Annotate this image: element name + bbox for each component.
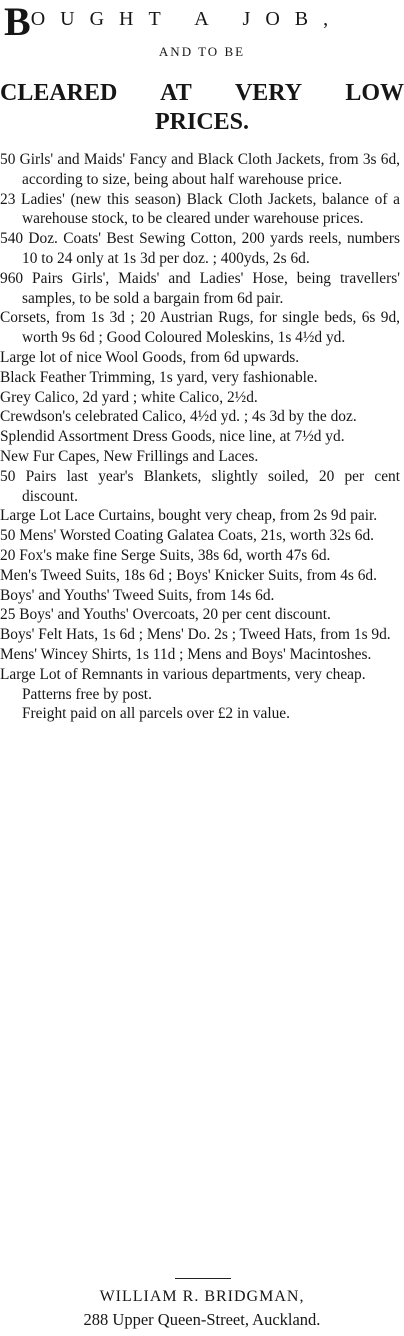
headline bbox=[4, 0, 396, 44]
prices-line: PRICES. bbox=[154, 109, 250, 135]
list-item: 23 Ladies' (new this season) Black Cloth Jackets, balance of a warehouse stock, to be cleared under warehouse prices. bbox=[0, 190, 400, 228]
signature-name: WILLIAM R. BRIDGMAN, bbox=[99, 1288, 305, 1305]
cleared-line: CLEARED AT VERY LOW bbox=[0, 80, 404, 106]
list-item: Crewdson's celebrated Calico, 4½d yd. ; 4s 3d by the doz. bbox=[0, 408, 357, 426]
list-item: Corsets, from 1s 3d ; 20 Austrian Rugs, for single beds, 6s 9d, worth 9s 6d ; Good Coloured Moleskins, 1s 4½d yd. bbox=[0, 309, 400, 347]
list-item: 540 Doz. Coats' Best Sewing Cotton, 200 yards reels, numbers 10 to 24 only at 1s 3d per doz. ; 400yds, 2s 6d. bbox=[0, 230, 400, 267]
item-list bbox=[0, 150, 400, 724]
list-item: New Fur Capes, New Frillings and Laces. bbox=[0, 447, 259, 465]
divider-rule bbox=[175, 1278, 231, 1279]
list-item: Mens' Wincey Shirts, 1s 11d ; Mens and Boys' Macintoshes. bbox=[0, 645, 372, 663]
list-item: Large Lot of Remnants in various departments, very cheap. bbox=[0, 665, 366, 683]
list-item: Black Feather Trimming, 1s yard, very fashionable. bbox=[0, 368, 318, 386]
list-item: 25 Boys' and Youths' Overcoats, 20 per cent discount. bbox=[0, 606, 331, 624]
patterns-note: Patterns free by post. bbox=[22, 685, 152, 703]
subhead: AND TO BE bbox=[158, 44, 246, 59]
list-item: Large lot of nice Wool Goods, from 6d upwards. bbox=[0, 348, 300, 366]
list-item: Boys' and Youths' Tweed Suits, from 14s 6d. bbox=[0, 586, 275, 604]
list-item: 50 Mens' Worsted Coating Galatea Coats, 21s, worth 32s 6d. bbox=[0, 527, 375, 545]
list-item: Boys' Felt Hats, 1s 6d ; Mens' Do. 2s ; Tweed Hats, from 1s 9d. bbox=[0, 626, 391, 644]
list-item: 960 Pairs Girls', Maids' and Ladies' Hose, being travellers' samples, to be sold a bargain from 6d pair. bbox=[0, 269, 400, 307]
list-item: Grey Calico, 2d yard ; white Calico, 2½d. bbox=[0, 388, 258, 406]
list-item: Splendid Assortment Dress Goods, nice line, at 7½d yd. bbox=[0, 428, 345, 446]
freight-note: Freight paid on all parcels over £2 in value. bbox=[22, 705, 290, 723]
list-item: 50 Pairs last year's Blankets, slightly soiled, 20 per cent discount. bbox=[0, 467, 400, 505]
signature-address: 288 Upper Queen-Street, Auckland. bbox=[83, 1310, 321, 1329]
list-item: Large Lot Lace Curtains, bought very cheap, from 2s 9d pair. bbox=[0, 507, 378, 525]
headline-initial: B bbox=[4, 0, 31, 44]
list-item: Men's Tweed Suits, 18s 6d ; Boys' Knicker Suits, from 4s 6d. bbox=[0, 566, 377, 584]
list-item: 20 Fox's make fine Serge Suits, 38s 6d, worth 47s 6d. bbox=[0, 546, 331, 564]
headline-rest: OUGHT A JOB, bbox=[30, 8, 344, 30]
list-item: 50 Girls' and Maids' Fancy and Black Cloth Jackets, from 3s 6d, according to size, being about half warehouse price. bbox=[0, 151, 400, 188]
